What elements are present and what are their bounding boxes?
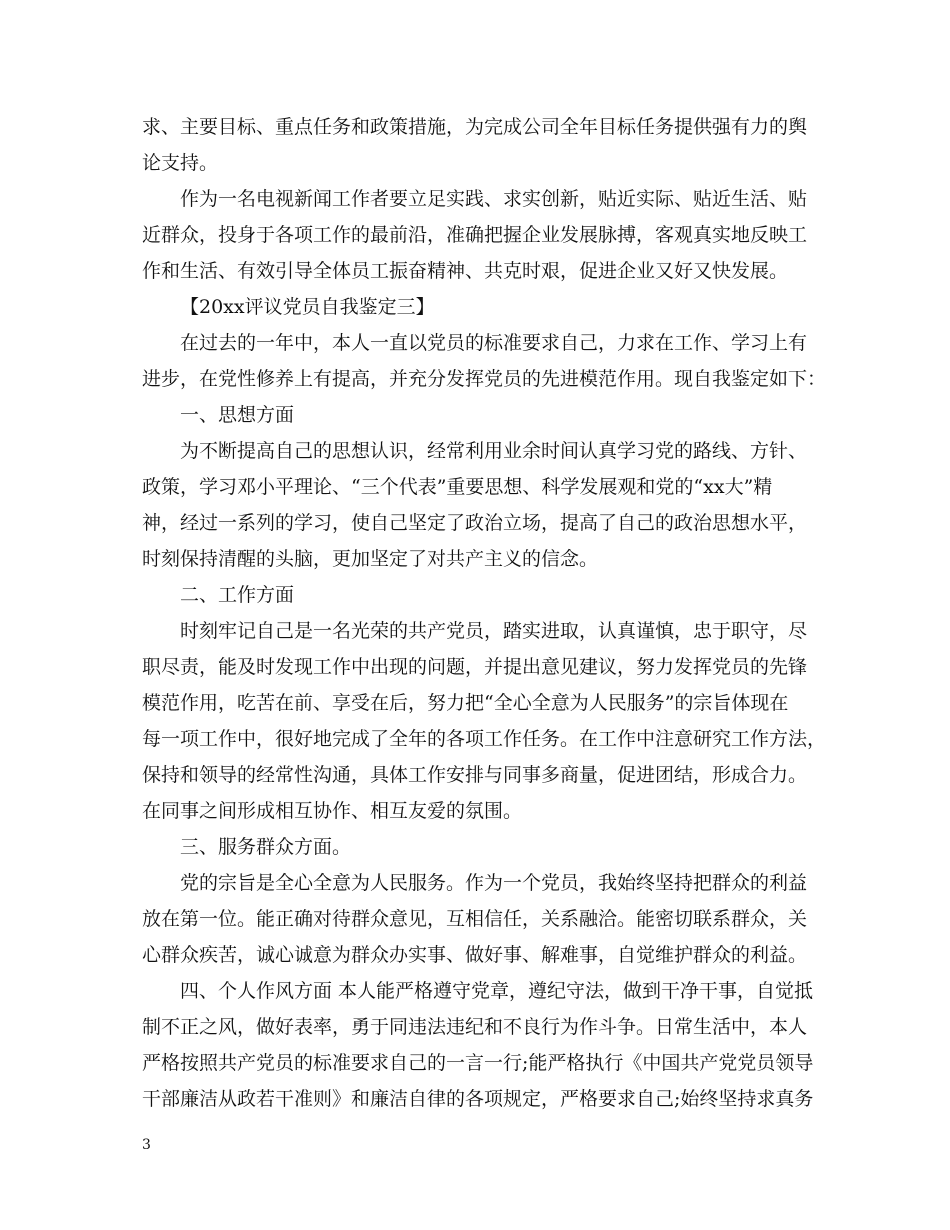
- text-line: 论支持。: [142, 152, 219, 174]
- text-line: 作和生活、有效引导全体员工振奋精神、共克时艰，促进企业又好又快发展。: [142, 260, 789, 282]
- paragraph-line: 时刻牢记自己是一名光荣的共产党员，踏实进取，认真谨慎，忠于职守，尽: [180, 620, 808, 642]
- text-line: 保持和领导的经常性沟通，具体工作安排与同事多商量，促进团结，形成合力。: [142, 764, 808, 786]
- text-line: 政策，学习邓小平理论、“三个代表”重要思想、科学发展观和党的“xx大”精: [142, 476, 773, 498]
- text-line: 近群众，投身于各项工作的最前沿，准确把握企业发展脉搏，客观真实地反映工: [142, 224, 808, 246]
- section-heading: 【20xx评议党员自我鉴定三】: [180, 296, 435, 318]
- paragraph-line: 党的宗旨是全心全意为人民服务。作为一个党员，我始终坚持把群众的利益: [180, 872, 808, 894]
- text-line: 模范作用，吃苦在前、享受在后，努力把“全心全意为人民服务”的宗旨体现在: [142, 692, 789, 714]
- text-line: 职尽责，能及时发现工作中出现的问题，并提出意见建议，努力发挥党员的先锋: [142, 656, 808, 678]
- section-heading: 三、服务群众方面。: [180, 836, 352, 858]
- text-line: 严格按照共产党员的标准要求自己的一言一行;能严格执行《中国共产党党员领导: [142, 1052, 814, 1074]
- text-line: 放在第一位。能正确对待群众意见，互相信任，关系融洽。能密切联系群众，关: [142, 908, 808, 930]
- paragraph-line: 为不断提高自己的思想认识，经常利用业余时间认真学习党的路线、方针、: [180, 440, 808, 462]
- text-line: 心群众疾苦，诚心诚意为群众办实事、做好事、解难事，自觉维护群众的利益。: [142, 944, 808, 966]
- text-line: 进步，在党性修养上有提高，并充分发挥党员的先进模范作用。现自我鉴定如下：: [142, 368, 827, 390]
- text-line: 在同事之间形成相互协作、相互友爱的氛围。: [142, 800, 523, 822]
- text-line: 每一项工作中，很好地完成了全年的各项工作任务。在工作中注意研究工作方法，: [142, 728, 827, 750]
- text-line: 时刻保持清醒的头脑，更加坚定了对共产主义的信念。: [142, 548, 599, 570]
- document-body: [142, 109, 827, 1117]
- text-line: 求、主要目标、重点任务和政策措施，为完成公司全年目标任务提供强有力的舆: [142, 116, 808, 138]
- section-heading: 一、思想方面: [180, 404, 295, 426]
- paragraph-line: 四、个人作风方面 本人能严格遵守党章，遵纪守法，做到干净干事，自觉抵: [180, 980, 814, 1002]
- text-line: 制不正之风，做好表率，勇于同违法违纪和不良行为作斗争。日常生活中，本人: [142, 1016, 808, 1038]
- paragraph-line: 在过去的一年中，本人一直以党员的标准要求自己，力求在工作、学习上有: [180, 332, 808, 354]
- section-heading: 二、工作方面: [180, 584, 295, 606]
- text-line: 神，经过一系列的学习，使自己坚定了政治立场，提高了自己的政治思想水平，: [142, 512, 808, 534]
- paragraph-line: 作为一名电视新闻工作者要立足实践、求实创新，贴近实际、贴近生活、贴: [180, 188, 808, 210]
- text-line: 干部廉洁从政若干准则》和廉洁自律的各项规定，严格要求自己;始终坚持求真务: [142, 1088, 814, 1110]
- page-number: 3: [142, 1137, 151, 1153]
